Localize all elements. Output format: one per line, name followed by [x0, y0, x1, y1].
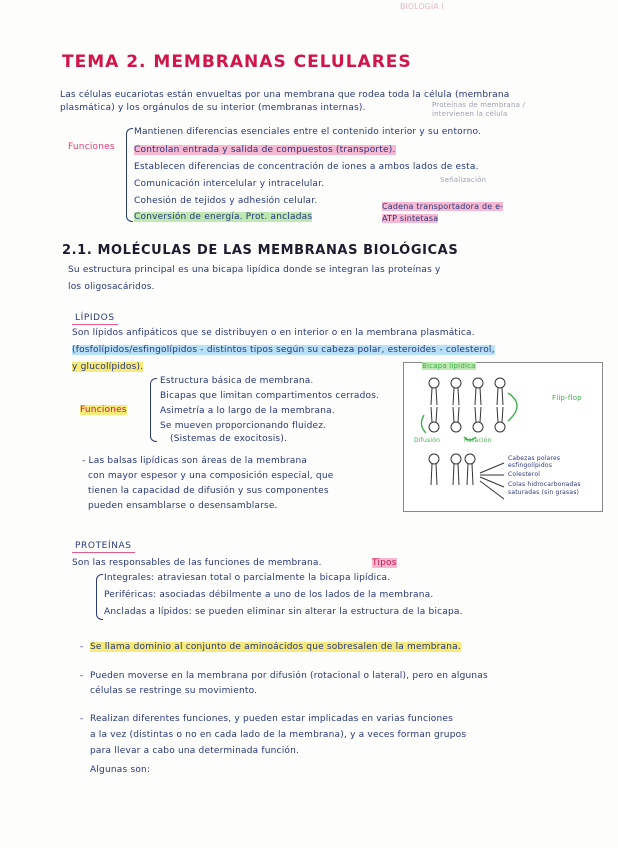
figure-legend-3: Colesterol [508, 471, 541, 478]
funciones-item-4: Comunicación intercelular y intracelular. [134, 179, 325, 189]
proteinas-bullet-3-line-4: Algunas son: [90, 765, 151, 775]
proteinas-bullet-3-line-1: Realizan diferentes funciones, y pueden estar implicadas en varias funciones [90, 714, 454, 724]
funciones-side-note-2: ATP sintetasa [382, 214, 439, 223]
funciones-item-6: Conversión de energía. Prot. ancladas [134, 212, 313, 222]
lipidos-funciones-item-5: (Sistemas de exocitosis). [170, 434, 288, 444]
funciones-item-3: Establecen diferencias de concentración de iones a ambos lados de esta. [134, 162, 479, 172]
figure-flip-label: Flip-flop [552, 394, 582, 402]
proteinas-bullet-3-line-3: para llevar a cabo una determinada función. [90, 746, 300, 756]
intro-line-1: Las células eucariotas están envueltas por una membrana que rodea toda la célula (membrana [60, 90, 510, 100]
funciones-item-5: Cohesión de tejidos y adhesión celular. [134, 196, 318, 206]
figure-legend-2: esfingolípidos [508, 462, 553, 469]
proteinas-tipos: Tipos [372, 558, 397, 568]
balsas-line-4: pueden ensamblarse o desensamblarse. [88, 501, 278, 511]
lipidos-funciones-brace [150, 378, 157, 442]
proteinas-item-2: Periféricas: asociadas débilmente a uno de los lados de la membrana. [104, 590, 434, 600]
section-2-1-line-2: los oligosacáridos. [68, 282, 155, 292]
funciones-gray-note: Señalización [440, 176, 487, 184]
funciones-side-note-1: Cadena transportadora de e- [382, 202, 504, 211]
lipidos-funciones-item-1: Estructura básica de membrana. [160, 376, 314, 386]
section-2-1-line-1: Su estructura principal es una bicapa lipídica donde se integran las proteínas y [68, 265, 441, 275]
balsas-line-2: con mayor espesor y una composición especial, que [88, 471, 334, 481]
lipidos-line-2: (fosfolípidos/esfingolípidos - distintos tipos según su cabeza polar, esteroides - colesterol, [72, 345, 495, 355]
figure-bottom-right-label: Rotación [464, 437, 492, 444]
lipidos-label: LÍPIDOS [72, 312, 118, 325]
lipidos-funciones-item-2: Bicapas que limitan compartimentos cerrados. [160, 391, 380, 401]
proteinas-bullet-2-line-1: Pueden moverse en la membrana por difusión (rotacional o lateral), pero en algunas [90, 671, 488, 681]
header-faint-text: BIOLOGÍA I [400, 2, 444, 11]
section-2-1-heading: 2.1. MOLÉCULAS DE LAS MEMBRANAS BIOLÓGICAS [62, 243, 459, 258]
lipidos-line-1: Son lípidos anfipáticos que se distribuyen o en interior o en la membrana plasmática. [72, 328, 475, 338]
intro-line-2: plasmática) y los orgánulos de su interior (membranas internas). [60, 103, 366, 113]
lipidos-funciones-item-3: Asimetría a lo largo de la membrana. [160, 406, 335, 416]
notes-page: BIOLOGÍA I TEMA 2. MEMBRANAS CELULARES Las células eucariotas están envueltas por una membrana que rodea toda la célula (membrana plasmática) y los orgánulos de su interior (membranas internas). Proteínas de membrana / intervienen la célula Funciones Mantienen diferencias esenciales entre el contenido interior y su entorno. Controlan entrada y salida de compuestos (transporte). Establecen diferencias de concentración de iones a ambos lados de esta. Comunicación intercelular y intracelular. Señalización Cohesión de tejidos y adhesión celular. Conversión de energía. Prot. ancladas Cadena transportadora de e- ATP sintetasa 2.1. MOLÉCULAS DE LAS MEMBRANAS BIOLÓGICAS Su estructura principal es una bicapa lipídica donde se integran las proteínas y los oligosacáridos. LÍPIDOS Son lípidos anfipáticos que se distribuyen o en interior o en la membrana plasmática. (fosfolípidos/esfingolípidos - distintos tipos según su cabeza polar, esteroides - colesterol, y glucolípidos). Funciones Estructura básica de membrana. Bicapas que limitan compartimentos cerrados. Asimetría a lo largo de la membrana. Se mueven proporcionando fluidez. (Sistemas de exocitosis). - Las balsas lipídicas son áreas de la membrana con mayor espesor y una composición especial, que tienen la capacidad de difusión y sus componentes pueden ensamblarse o desensamblarse. Bicapa lipídica Flip-flop Difusión Rotación Cabezas polares esfingolípidos Colesterol Colas hidrocarbonadas saturadas (sin grasas) PROTEÍNAS Son las responsables de las funciones de membrana. Tipos Integrales: atraviesan total o parcialmente la bicapa lipídica. Periféricas: asociadas débilmente a uno de los lados de la membrana. Ancladas a lípidos: se pueden eliminar sin alterar la estructura de la bicapa. - Se llama dominio al conjunto de aminoácidos que sobresalen de la membrana. - Pueden moverse en la membrana por difusión (rotacional o lateral), pero en algunas células se restringe su movimiento. - Realizan diferentes funciones, y pueden estar implicadas en varias funciones a la vez (distintas o no en cada lado de la membrana), y a veces forman grupos para llevar a cabo una determinada función. Algunas son: [0, 0, 618, 848]
proteinas-bullet-3-line-2: a la vez (distintas o no en cada lado de la membrana), y a veces forman grupos [90, 730, 467, 740]
proteinas-line-1: Son las responsables de las funciones de membrana. [72, 558, 322, 568]
funciones-brace [126, 128, 133, 222]
proteinas-label: PROTEÍNAS [72, 540, 135, 553]
lipid-bilayer-figure [403, 362, 603, 512]
balsas-line-1: - Las balsas lipídicas son áreas de la membrana [82, 456, 308, 466]
balsas-line-3: tienen la capacidad de difusión y sus componentes [88, 486, 329, 496]
proteinas-item-1: Integrales: atraviesan total o parcialmente la bicapa lipídica. [104, 573, 391, 583]
lipidos-line-3: y glucolípidos). [72, 362, 144, 372]
proteinas-item-3: Ancladas a lípidos: se pueden eliminar sin alterar la estructura de la bicapa. [104, 607, 463, 617]
funciones-item-1: Mantienen diferencias esenciales entre el contenido interior y su entorno. [134, 127, 482, 137]
lipidos-funciones-label: Funciones [80, 405, 127, 415]
intro-side-note: Proteínas de membrana / intervienen la célula [432, 101, 526, 118]
page-title: TEMA 2. MEMBRANAS CELULARES [62, 52, 412, 72]
figure-legend-5: saturadas (sin grasas) [508, 489, 580, 496]
lipidos-funciones-item-4: Se mueven proporcionando fluidez. [160, 421, 327, 431]
figure-top-label: Bicapa lipídica [422, 362, 476, 370]
funciones-item-2: Controlan entrada y salida de compuestos (transporte). [134, 145, 396, 155]
figure-legend-1: Cabezas polares [508, 455, 561, 462]
proteinas-tipos-brace [96, 574, 103, 620]
proteinas-bullet-1: Se llama dominio al conjunto de aminoácidos que sobresalen de la membrana. [90, 642, 461, 652]
figure-legend-4: Colas hidrocarbonadas [508, 481, 581, 488]
figure-bottom-left-label: Difusión [414, 437, 441, 444]
proteinas-bullet-2-line-2: células se restringe su movimiento. [90, 686, 258, 696]
funciones-label: Funciones [68, 142, 115, 152]
